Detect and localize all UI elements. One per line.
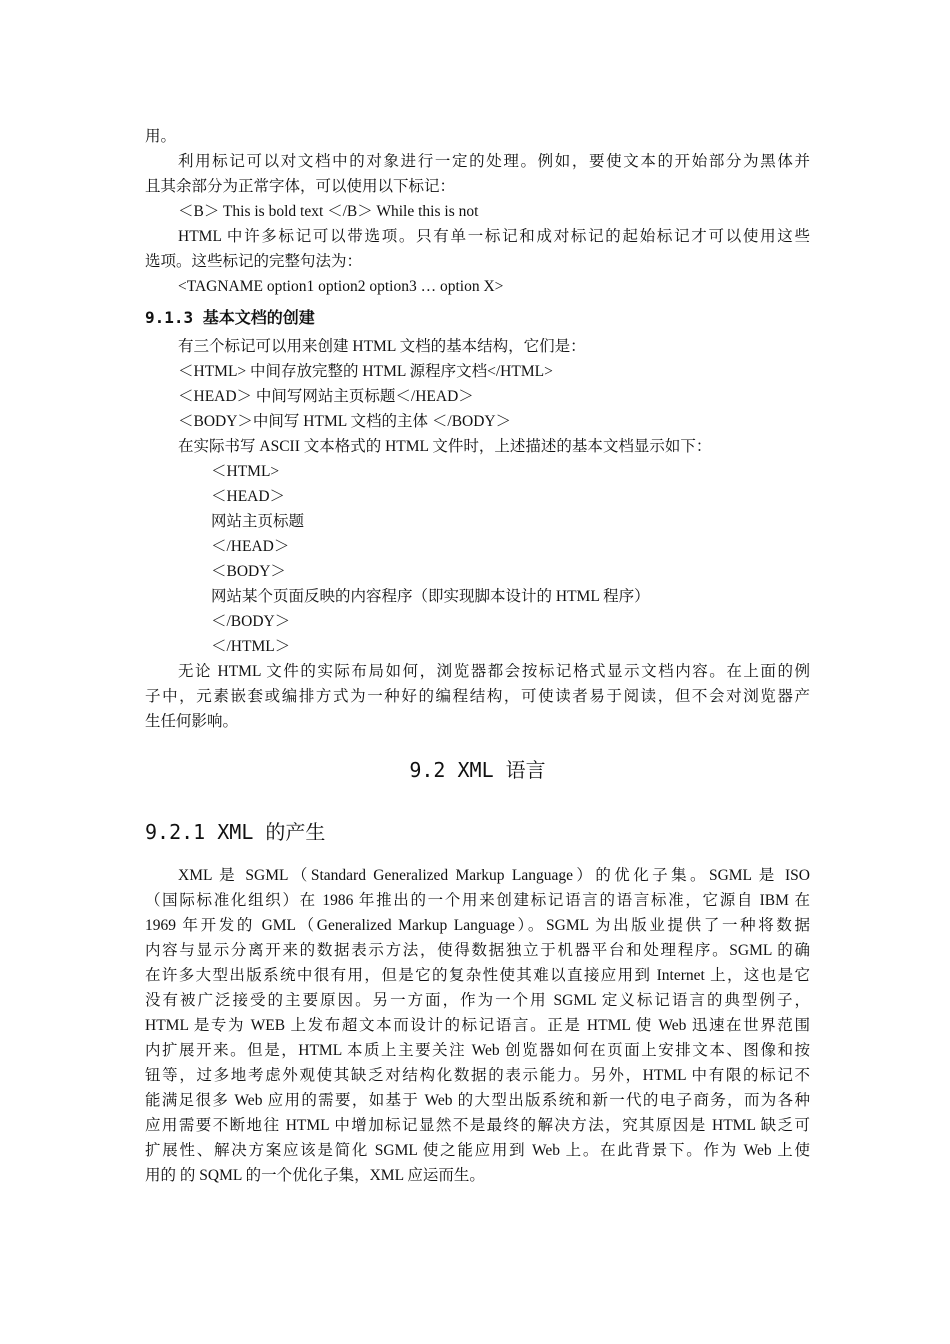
section-9-2-heading: 9.2 XML 语言: [409, 758, 546, 782]
paragraph-line: （国际标准化组织）在 1986 年推出的一个用来创建标记语言的语言标准，它源自 IBM 在: [145, 892, 810, 909]
code-line: 网站主页标题: [211, 513, 305, 530]
intro-line-6: 选项。这些标记的完整句法为：: [145, 253, 363, 270]
code-line: ＜BODY＞: [211, 563, 286, 580]
paragraph-line: 能满足很多 Web 应用的需要，如基于 Web 的大型出版系统和新一代的电子商务，而为各种: [145, 1092, 810, 1109]
section-913-line: ＜HEAD＞ 中间写网站主页标题＜/HEAD＞: [178, 388, 474, 405]
paragraph-line: 1969 年开发的 GML（Generalized Markup Language）。SGML 为出版业提供了一种将数据: [145, 917, 810, 934]
section-913-line: 有三个标记可以用来创建 HTML 文档的基本结构，它们是：: [178, 338, 586, 355]
paragraph-line: 没有被广泛接受的主要原因。另一方面，作为一个用 SGML 定义标记语言的典型例子，: [145, 992, 810, 1009]
paragraph-line: XML 是 SGML（Standard Generalized Markup Language）的优化子集。SGML 是 ISO: [178, 867, 810, 884]
intro-line-1: 用。: [145, 128, 177, 145]
paragraph-line: 内容与显示分离开来的数据表示方法，使得数据独立于机器平台和处理程序。SGML 的确: [145, 942, 810, 959]
paragraph-line: HTML 是专为 WEB 上发布超文本而设计的标记语言。正是 HTML 使 Web 迅速在世界范围: [145, 1017, 810, 1034]
paragraph-line: 内扩展开来。但是，HTML 本质上主要关注 Web 创览器如何在页面上安排文本、图像和按: [145, 1042, 810, 1059]
section-913-line: ＜BODY＞中间写 HTML 文档的主体 ＜/BODY＞: [178, 413, 512, 430]
paragraph-line: 钮等，过多地考虑外观使其缺乏对结构化数据的表示能力。另外，HTML 中有限的标记不: [145, 1067, 810, 1084]
code-line: ＜/BODY＞: [211, 613, 291, 630]
section-9-2-1-heading: 9.2.1 XML 的产生: [145, 820, 326, 844]
code-line: ＜HTML>: [211, 463, 280, 480]
code-line: ＜/HEAD＞: [211, 538, 290, 555]
paragraph-line: 用的 的 SQML 的一个优化子集，XML 应运而生。: [145, 1167, 485, 1184]
section-913-line: ＜HTML> 中间存放完整的 HTML 源程序文档</HTML>: [178, 363, 553, 380]
tagname-syntax-example: <TAGNAME option1 option2 option3 … option X>: [178, 278, 504, 295]
code-line: ＜HEAD＞: [211, 488, 286, 505]
intro-line-2: 利用标记可以对文档中的对象进行一定的处理。例如，要使文本的开始部分为黑体并: [178, 153, 810, 170]
intro-line-5: HTML 中许多标记可以带选项。只有单一标记和成对标记的起始标记才可以使用这些: [178, 228, 810, 245]
bold-tag-example: ＜B＞ This is bold text ＜/B＞ While this is not: [178, 203, 479, 220]
paragraph-line: 子中，元素嵌套或编排方式为一种好的编程结构，可使读者易于阅读，但不会对浏览器产: [145, 688, 810, 705]
paragraph-line: 生任何影响。: [145, 713, 239, 730]
document-page: [145, 124, 810, 1188]
code-line: ＜/HTML＞: [211, 638, 291, 655]
paragraph-line: 应用需要不断地往 HTML 中增加标记显然不是最终的解决方法，究其原因是 HTML 缺乏可: [145, 1117, 810, 1134]
section-913-line: 在实际书写 ASCII 文本格式的 HTML 文件时，上述描述的基本文档显示如下：: [178, 438, 712, 455]
code-line: 网站某个页面反映的内容程序（即实现脚本设计的 HTML 程序）: [211, 588, 650, 605]
paragraph-line: 在许多大型出版系统中很有用，但是它的复杂性使其难以直接应用到 Internet 上，这也是它: [145, 967, 810, 984]
paragraph-line: 扩展性、解决方案应该是简化 SGML 使之能应用到 Web 上。在此背景下。作为 Web 上使: [145, 1142, 810, 1159]
section-9-1-3-heading: 9.1.3 基本文档的创建: [145, 308, 315, 327]
paragraph-line: 无论 HTML 文件的实际布局如何，浏览器都会按标记格式显示文档内容。在上面的例: [178, 663, 810, 680]
intro-line-3: 且其余部分为正常字体，可以使用以下标记：: [145, 178, 456, 195]
